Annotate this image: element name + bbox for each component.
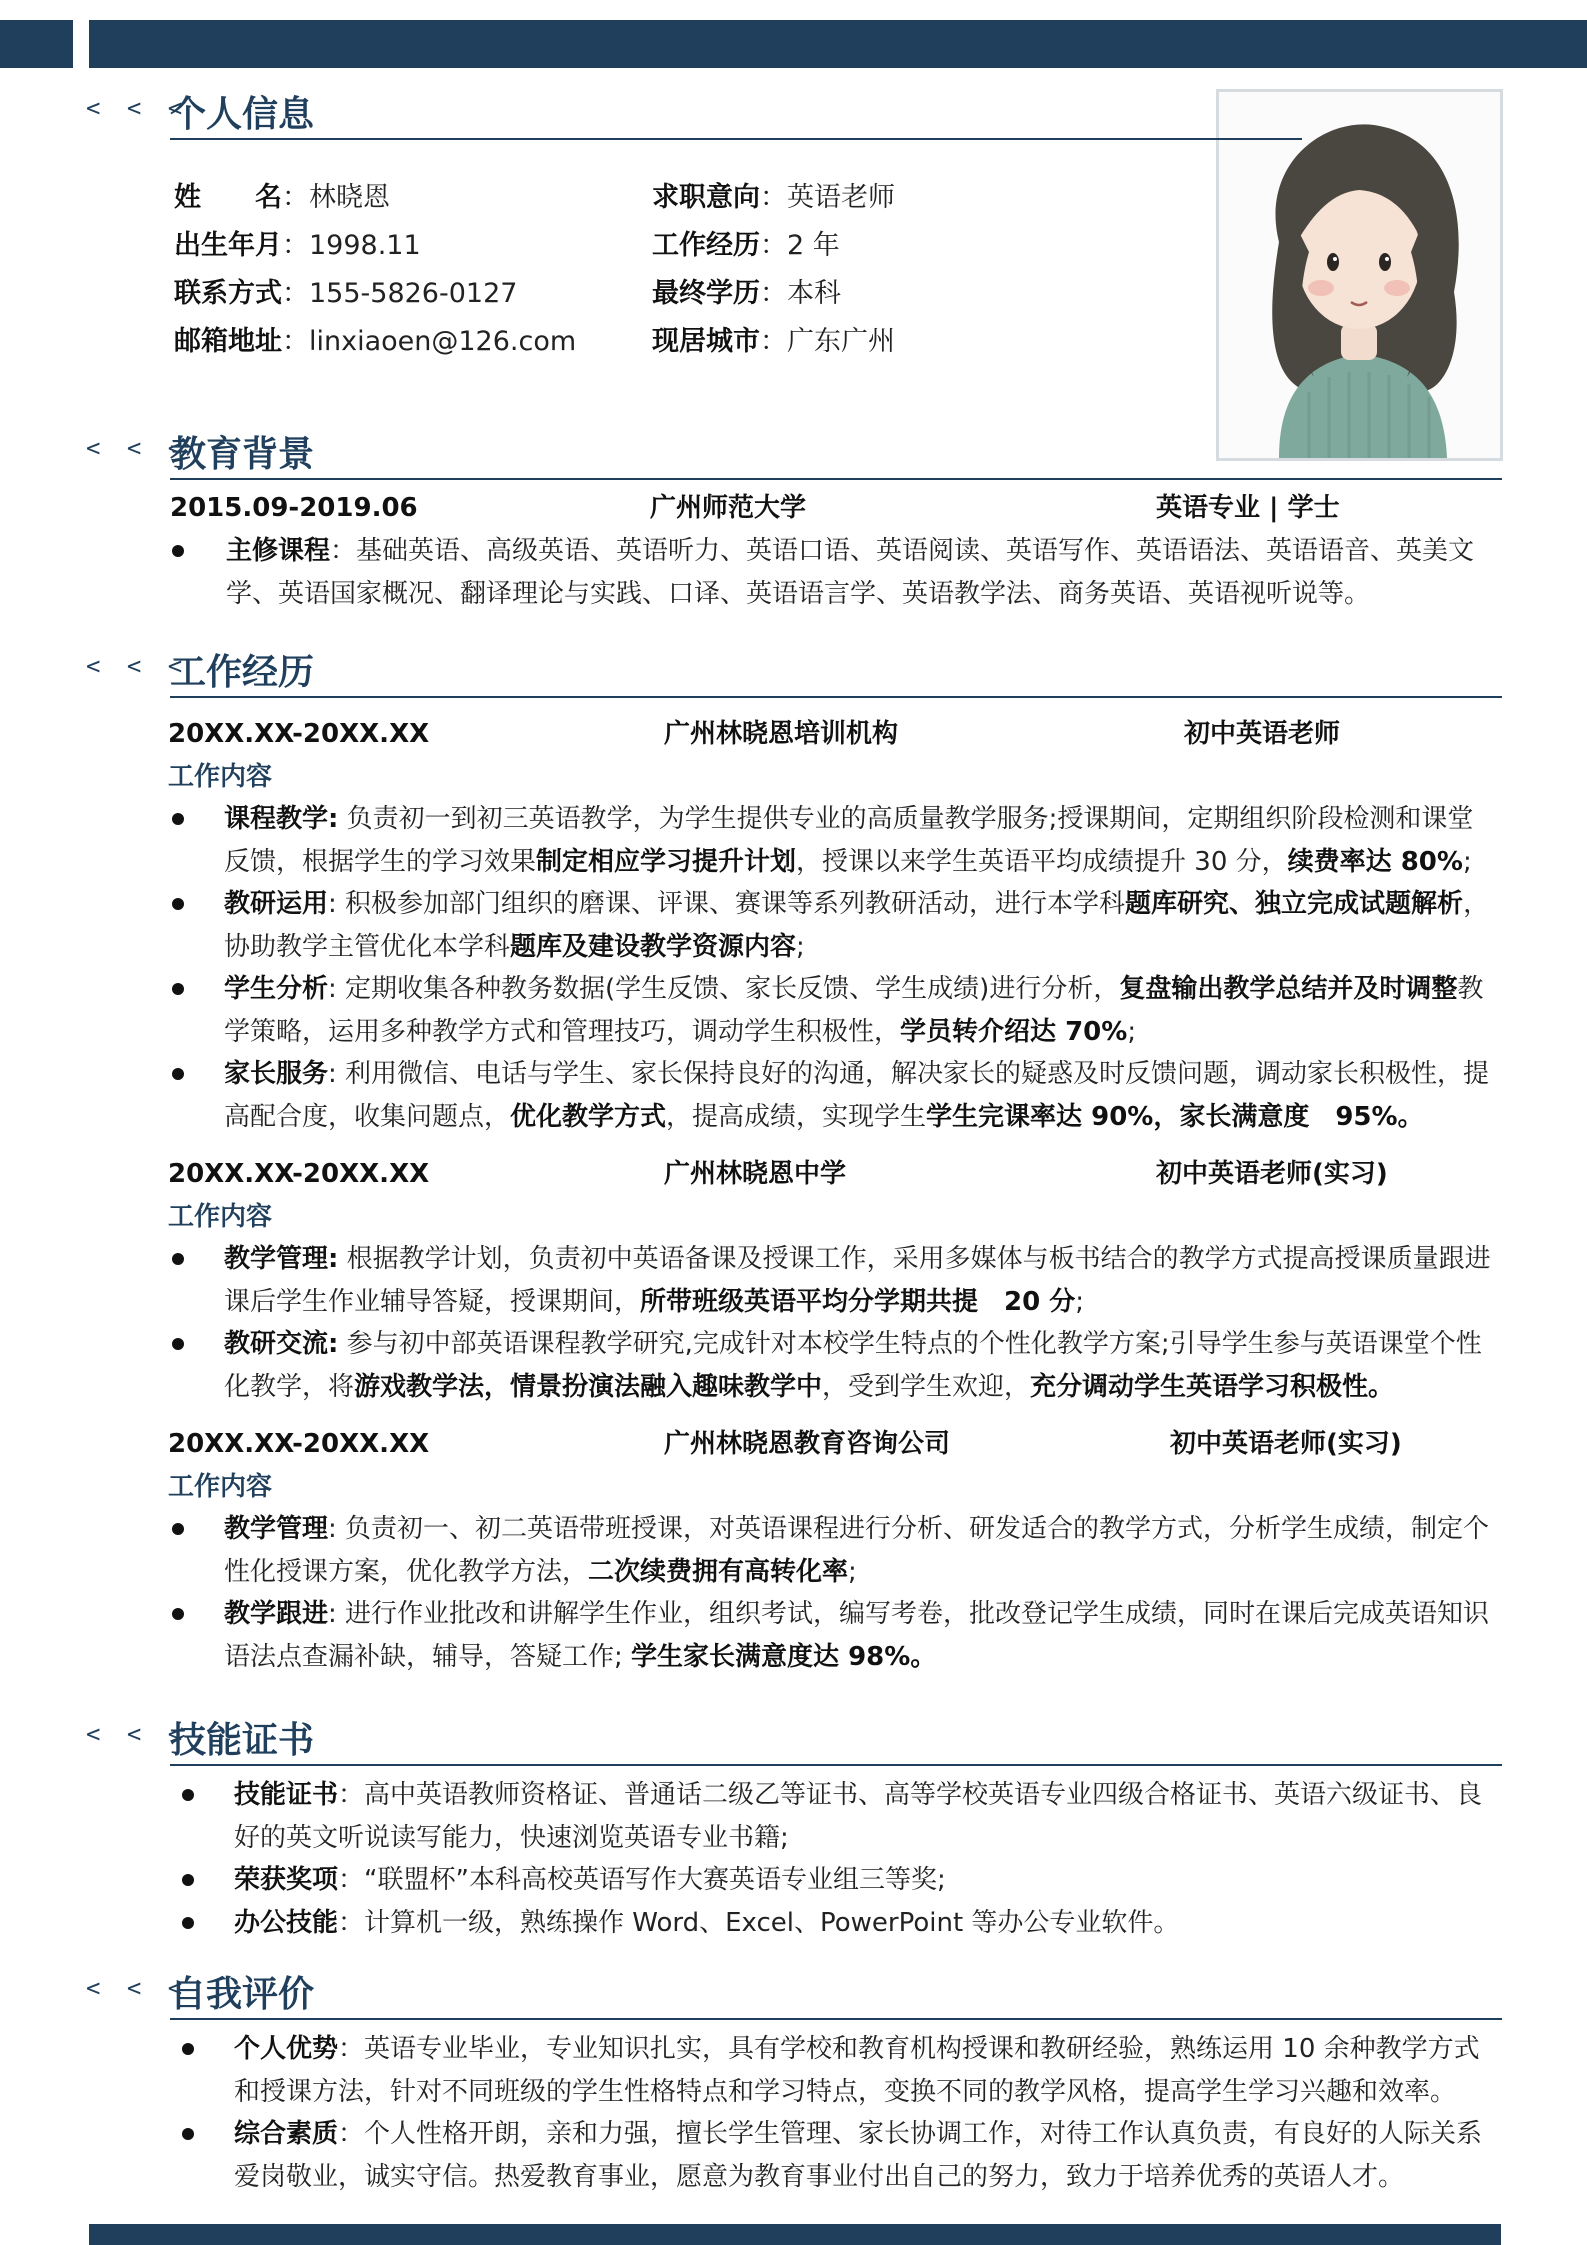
section-title: 工作经历 xyxy=(170,652,315,693)
skills-list xyxy=(86,1774,1502,1944)
bullet-icon xyxy=(182,2128,194,2140)
job-role: 初中英语老师(实习) xyxy=(1156,1159,1388,1189)
info-row xyxy=(174,270,1074,318)
section-personal xyxy=(86,86,1502,142)
bullet-icon xyxy=(182,1917,194,1929)
bullet-icon xyxy=(182,1874,194,1886)
list-item: 个人优势：英语专业毕业，专业知识扎实，具有学校和教育机构授课和教研经验，熟练运用 10 余种教学方式和授课方法，针对不同班级的学生性格特点和学习特点，变换不同的教学风格，提高学生学习兴趣和效率。 xyxy=(86,2028,1502,2113)
job-org: 广州林晓恩中学 xyxy=(664,1159,847,1189)
section-skills xyxy=(86,1712,1502,1944)
section-title: 自我评价 xyxy=(170,1974,315,2015)
header-bar-left xyxy=(0,20,73,68)
personal-info-grid xyxy=(174,174,1074,366)
info-phone: 联系方式：155-5826-0127 xyxy=(174,278,518,309)
list-item: 综合素质：个人性格开朗，亲和力强，擅长学生管理、家长协调工作，对待工作认真负责，有良好的人际关系爱岗敬业，诚实守信。热爱教育事业，愿意为教育事业付出自己的努力，致力于培养优秀的英语人才。 xyxy=(86,2113,1502,2198)
job-duties-list xyxy=(86,1508,1502,1678)
list-item: 教研运用: 积极参加部门组织的磨课、评课、赛课等系列教研活动，进行本学科题库研究、独立完成试题解析，协助教学主管优化本学科题库及建设教学资源内容; xyxy=(86,883,1502,968)
education-date: 2015.09-2019.06 xyxy=(170,493,418,523)
education-major: 英语专业 | 学士 xyxy=(1156,493,1340,523)
list-item: 教学管理: 根据教学计划，负责初中英语备课及授课工作，采用多媒体与板书结合的教学方式提高授课质量跟进课后学生作业辅导答疑，授课期间，所带班级英语平均分学期共提 20 分; xyxy=(86,1238,1502,1323)
job-header xyxy=(86,712,1502,756)
section-header xyxy=(86,1712,1502,1768)
bullet-icon xyxy=(182,1789,194,1801)
section-divider xyxy=(170,1764,1502,1766)
profile-photo xyxy=(1216,89,1503,461)
chevrons-icon: < < < xyxy=(86,434,189,462)
bullet-icon xyxy=(172,1253,184,1265)
section-title: 教育背景 xyxy=(170,434,315,475)
job-header xyxy=(86,1422,1502,1466)
education-entry-header xyxy=(86,486,1502,530)
info-experience: 工作经历：2 年 xyxy=(652,230,840,261)
section-header xyxy=(86,86,1502,142)
bullet-icon xyxy=(172,983,184,995)
job-date: 20XX.XX-20XX.XX xyxy=(168,1159,430,1189)
bullet-icon xyxy=(182,2043,194,2055)
section-divider xyxy=(170,478,1502,480)
list-item: 学生分析: 定期收集各种教务数据(学生反馈、家长反馈、学生成绩)进行分析，复盘输出教学总结并及时调整教学策略，运用多种教学方式和管理技巧，调动学生积极性，学员转介绍达 70%; xyxy=(86,968,1502,1053)
job-date: 20XX.XX-20XX.XX xyxy=(168,719,430,749)
info-birth: 出生年月：1998.11 xyxy=(174,230,421,261)
list-item: 技能证书：高中英语教师资格证、普通话二级乙等证书、高等学校英语专业四级合格证书、英语六级证书、良好的英文听说读写能力，快速浏览英语专业书籍; xyxy=(86,1774,1502,1859)
bullet-icon xyxy=(172,1068,184,1080)
job-role: 初中英语老师 xyxy=(1184,719,1341,749)
section-education xyxy=(86,426,1502,615)
section-divider xyxy=(170,138,1302,140)
list-item: 主修课程：基础英语、高级英语、英语听力、英语口语、英语阅读、英语写作、英语语法、英语语音、英美文学、英语国家概况、翻译理论与实践、口译、英语语言学、英语教学法、商务英语、英语视听说等。 xyxy=(86,530,1502,615)
work-content-label: 工作内容 xyxy=(168,762,273,792)
section-header xyxy=(86,1966,1502,2022)
chevrons-icon: < < < xyxy=(86,652,189,680)
bullet-icon xyxy=(172,813,184,825)
bullet-icon xyxy=(172,1338,184,1350)
list-item: 办公技能：计算机一级，熟练操作 Word、Excel、PowerPoint 等办公专业软件。 xyxy=(86,1902,1502,1945)
list-item: 教研交流: 参与初中部英语课程教学研究,完成针对本校学生特点的个性化教学方案;引导学生参与英语课堂个性化教学，将游戏教学法，情景扮演法融入趣味教学中，受到学生欢迎，充分调动学生英语学习积极性。 xyxy=(86,1323,1502,1408)
job-role: 初中英语老师(实习) xyxy=(1170,1429,1402,1459)
list-item: 课程教学: 负责初一到初三英语教学，为学生提供专业的高质量教学服务;授课期间，定期组织阶段检测和课堂反馈，根据学生的学习效果制定相应学习提升计划，授课以来学生英语平均成绩提升 30 分，续费率达 80%; xyxy=(86,798,1502,883)
education-school: 广州师范大学 xyxy=(650,493,807,523)
section-divider xyxy=(170,2018,1502,2020)
avatar-illustration xyxy=(1219,92,1500,458)
bullet-icon xyxy=(172,1523,184,1535)
job-date: 20XX.XX-20XX.XX xyxy=(168,1429,430,1459)
job-org: 广州林晓恩教育咨询公司 xyxy=(664,1429,951,1459)
chevrons-icon: < < < xyxy=(86,94,189,122)
chevrons-icon: < < < xyxy=(86,1974,189,2002)
info-name: 姓 名：林晓恩 xyxy=(174,182,390,213)
footer-bar xyxy=(89,2224,1501,2245)
job-org: 广州林晓恩培训机构 xyxy=(664,719,899,749)
bullet-icon xyxy=(172,898,184,910)
info-email: 邮箱地址：linxiaoen@126.com xyxy=(174,326,577,357)
list-item: 荣获奖项：“联盟杯”本科高校英语写作大赛英语专业组三等奖; xyxy=(86,1859,1502,1902)
self-evaluation-list xyxy=(86,2028,1502,2198)
education-list xyxy=(86,530,1502,615)
info-intent: 求职意向：英语老师 xyxy=(652,182,895,213)
info-city: 现居城市：广东广州 xyxy=(652,326,895,357)
info-row xyxy=(174,222,1074,270)
section-header xyxy=(86,644,1502,700)
header-bar xyxy=(89,20,1587,68)
section-self-evaluation xyxy=(86,1966,1502,2198)
list-item: 教学跟进: 进行作业批改和讲解学生作业，组织考试，编写考卷，批改登记学生成绩，同时在课后完成英语知识语法点查漏补缺，辅导，答疑工作; 学生家长满意度达 98%。 xyxy=(86,1593,1502,1678)
job-duties-list xyxy=(86,798,1502,1138)
list-item: 家长服务: 利用微信、电话与学生、家长保持良好的沟通，解决家长的疑惑及时反馈问题，调动家长积极性，提高配合度，收集问题点，优化教学方式，提高成绩，实现学生学生完课率达 90%，家长满意度 95%。 xyxy=(86,1053,1502,1138)
section-title: 个人信息 xyxy=(170,94,315,135)
section-divider xyxy=(170,696,1502,698)
section-header xyxy=(86,426,1502,482)
bullet-icon xyxy=(172,545,184,557)
work-content-label: 工作内容 xyxy=(168,1472,273,1502)
info-row xyxy=(174,174,1074,222)
info-degree: 最终学历：本科 xyxy=(652,278,841,309)
section-work xyxy=(86,644,1502,1678)
bullet-icon xyxy=(172,1608,184,1620)
info-row xyxy=(174,318,1074,366)
section-title: 技能证书 xyxy=(170,1720,315,1761)
job-header xyxy=(86,1152,1502,1196)
work-content-label: 工作内容 xyxy=(168,1202,273,1232)
list-item: 教学管理: 负责初一、初二英语带班授课，对英语课程进行分析、研发适合的教学方式，分析学生成绩，制定个性化授课方案，优化教学方法，二次续费拥有高转化率; xyxy=(86,1508,1502,1593)
job-duties-list xyxy=(86,1238,1502,1408)
chevrons-icon: < < < xyxy=(86,1720,189,1748)
